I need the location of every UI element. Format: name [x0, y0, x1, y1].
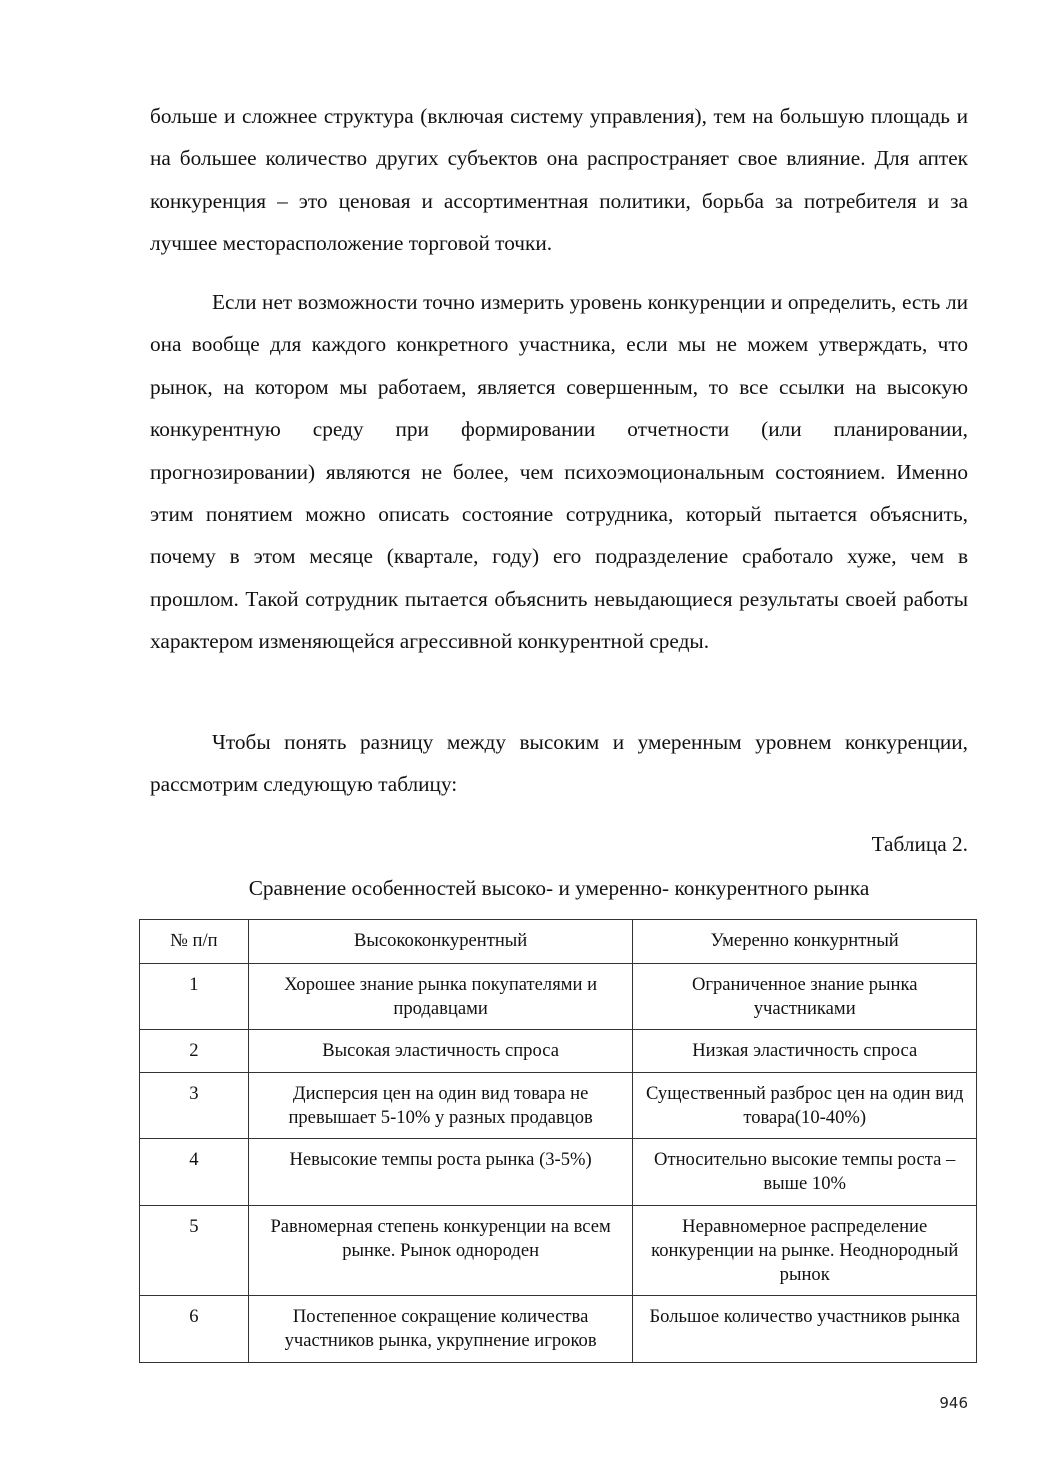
table-cell: Невысокие темпы роста рынка (3-5%) — [248, 1139, 633, 1206]
table-cell: Большое количество участников рынка — [633, 1296, 977, 1363]
header-cell-number: № п/п — [140, 920, 249, 964]
paragraph-2 — [150, 281, 968, 663]
table-cell: Постепенное сокращение количества участников рынка, укрупнение игроков — [248, 1296, 633, 1363]
table-row — [140, 1206, 977, 1296]
table-cell: Дисперсия цен на один вид товара не превышает 5-10% у разных продавцов — [248, 1073, 633, 1139]
header-cell-high: Высококонкурентный — [248, 920, 633, 964]
page-number: 946 — [939, 1394, 968, 1412]
table-cell: Существенный разброс цен на один вид товара(10-40%) — [633, 1073, 977, 1139]
header-cell-moderate: Умеренно конкурнтный — [633, 920, 977, 964]
table-cell: Хорошее знание рынка покупателями и продавцами — [248, 964, 633, 1030]
paragraph-1 — [150, 95, 968, 265]
table-cell: 3 — [140, 1073, 249, 1139]
table-cell: Высокая эластичность спроса — [248, 1030, 633, 1073]
paragraph-1-text: больше и сложнее структура (включая систему управления), тем на большую площадь и на большее количество других субъектов она распространяет свое влияние. Для аптек конкуренция – это ценовая и ассортиментная политики, борьба за потребителя и за лучшее месторасположение торговой точки. — [150, 104, 968, 256]
paragraph-3 — [150, 721, 968, 806]
table-cell: 6 — [140, 1296, 249, 1363]
table-cell: Неравномерное распределение конкуренции на рынке. Неоднородный рынок — [633, 1206, 977, 1296]
table-label: Таблица 2. — [871, 832, 968, 856]
comparison-table — [139, 919, 977, 1363]
paragraph-2-text: Если нет возможности точно измерить уровень конкуренции и определить, есть ли она вообще для каждого конкретного участника, если мы не можем утверждать, что рынок, на котором мы работаем, является совершенным, то все ссылки на высокую конкурентную среду при формировании отчетности (или планировании, прогнозировании) являются не более, чем психоэмоциональным состоянием. Именно этим понятием можно описать состояние сотрудника, который пытается объяснить, почему в этом месяце (квартале, году) его подразделение сработало хуже, чем в прошлом. Такой сотрудник пытается объяснить невыдающиеся результаты своей работы характером изменяющейся агрессивной конкурентной среды. — [150, 290, 968, 654]
table-cell: 2 — [140, 1030, 249, 1073]
table-cell: 1 — [140, 964, 249, 1030]
table-cell: Относительно высокие темпы роста – выше 10% — [633, 1139, 977, 1206]
table-cell: Равномерная степень конкуренции на всем рынке. Рынок однороден — [248, 1206, 633, 1296]
table-row — [140, 964, 977, 1030]
table-row — [140, 1073, 977, 1139]
table-cell: 5 — [140, 1206, 249, 1296]
table-title: Сравнение особенностей высоко- и умеренно- конкурентного рынка — [248, 876, 870, 900]
table-cell: Ограниченное знание рынка участниками — [633, 964, 977, 1030]
table-row — [140, 1296, 977, 1363]
paragraph-3-text: Чтобы понять разницу между высоким и умеренным уровнем конкуренции, рассмотрим следующую таблицу: — [150, 730, 968, 797]
table-row — [140, 1139, 977, 1206]
table-header-row — [140, 920, 977, 964]
table-cell: Низкая эластичность спроса — [633, 1030, 977, 1073]
table-cell: 4 — [140, 1139, 249, 1206]
table-row — [140, 1030, 977, 1073]
